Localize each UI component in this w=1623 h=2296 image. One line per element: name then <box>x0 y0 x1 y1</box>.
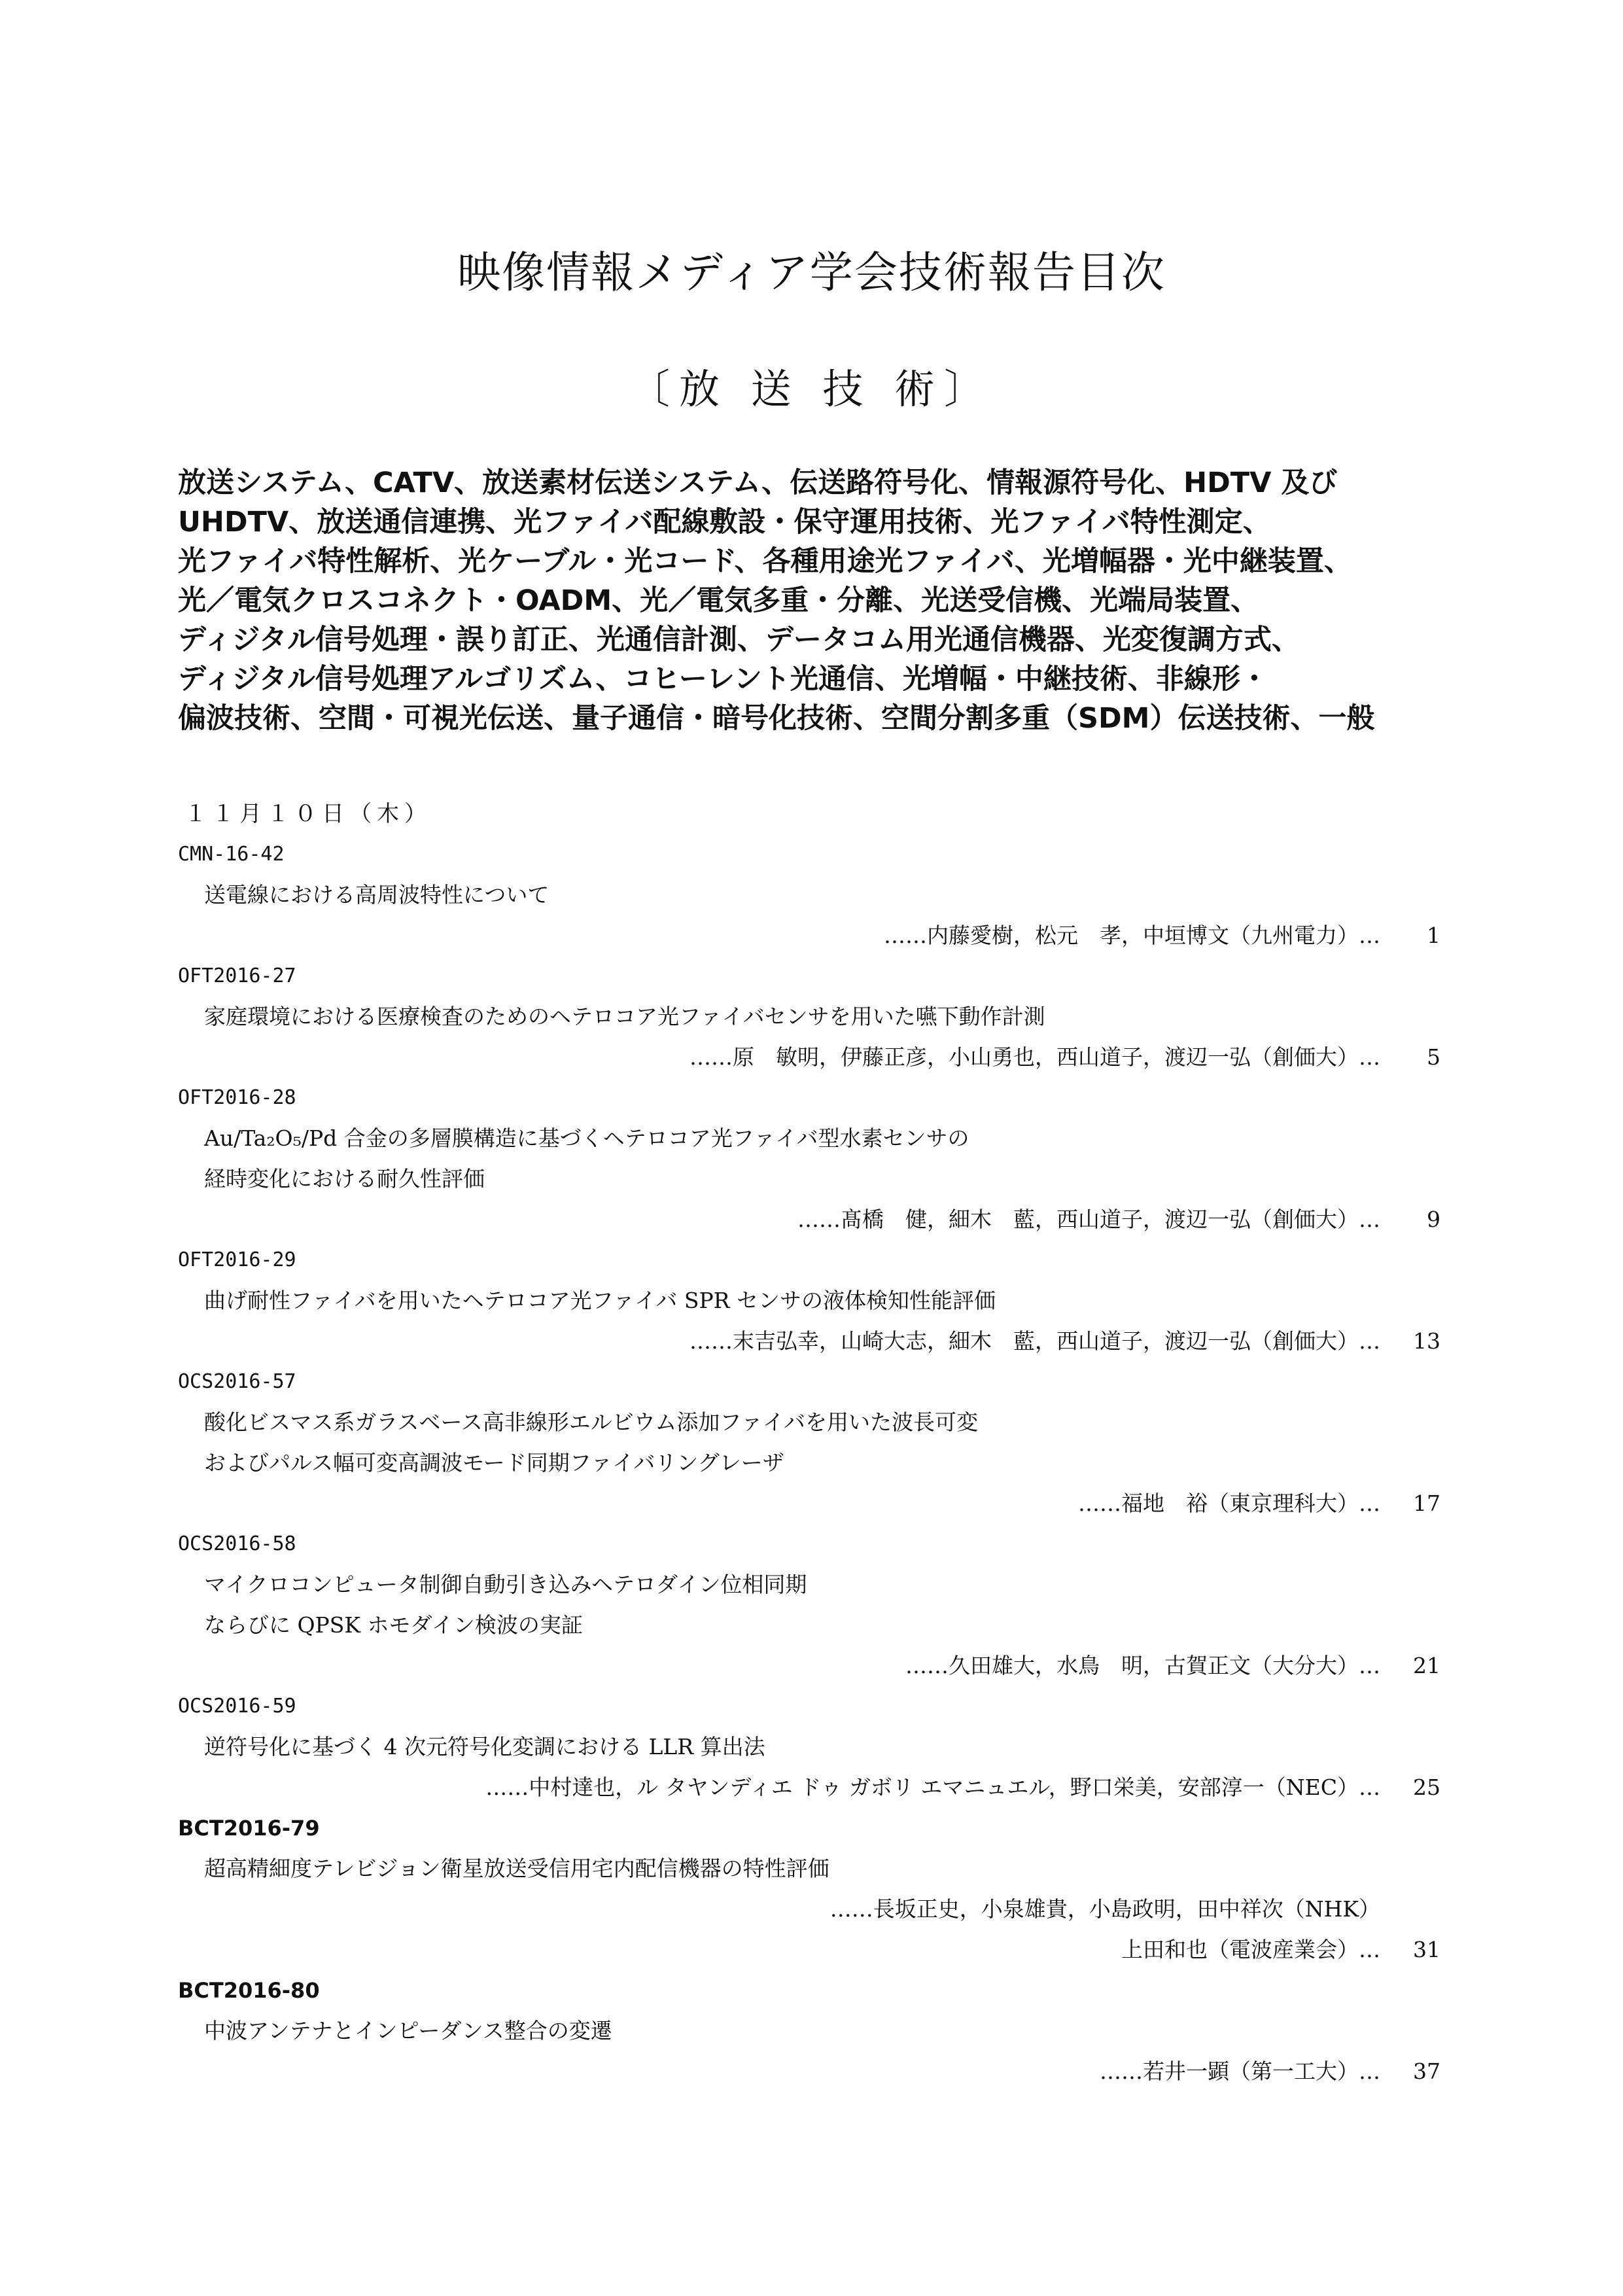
toc-entry <box>178 1524 1440 1686</box>
entry-page-number: 31 <box>1413 1937 1440 1962</box>
entry-title: 超高精細度テレビジョン衛星放送受信用宅内配信機器の特性評価 <box>204 1856 829 1881</box>
entry-authors-row <box>178 1930 1440 1970</box>
entry-code: BCT2016-79 <box>178 1816 320 1841</box>
entry-authors: ……若井一顕（第一工大）… <box>1100 2058 1380 2084</box>
topic-line: 偏波技術、空間・可視光伝送、量子通信・暗号化技術、空間分割多重（SDM）伝送技術、一般 <box>178 702 1375 735</box>
entry-code: OCS2016-58 <box>178 1532 296 1555</box>
entry-page-number: 9 <box>1427 1207 1440 1232</box>
topic-line: 放送システム、CATV、放送素材伝送システム、伝送路符号化、情報源符号化、HDTV 及び <box>178 467 1338 499</box>
page-title: 映像情報メディア学会技術報告目次 <box>457 247 1166 298</box>
entry-title: 中波アンテナとインピーダンス整合の変遷 <box>204 2018 612 2043</box>
entry-authors: ……中村達也，ル タヤンディエ ドゥ ガボリ エマニュエル，野口栄美，安部淳一（NEC）… <box>485 1775 1380 1800</box>
topic-line: 光／電気クロスコネクト・OADM、光／電気多重・分離、光送受信機、光端局装置、 <box>178 584 1259 617</box>
entry-authors-row <box>178 1199 1440 1240</box>
entry-title: 送電線における高周波特性について <box>204 882 550 908</box>
entry-authors: ……久田雄大，水鳥 明，古賀正文（大分大）… <box>905 1653 1380 1678</box>
entry-page-number: 1 <box>1427 923 1440 948</box>
toc-entry <box>178 834 1440 956</box>
entry-authors: ……福地 裕（東京理科大）… <box>1078 1491 1380 1516</box>
toc-entry <box>178 1078 1440 1240</box>
entry-page-number: 13 <box>1413 1328 1440 1354</box>
toc-entry <box>178 1808 1440 1970</box>
entry-code: OFT2016-28 <box>178 1086 296 1109</box>
topic-line: ディジタル信号処理・誤り訂正、光通信計測、データコム用光通信機器、光変復調方式、 <box>178 624 1300 656</box>
entry-title: 酸化ビスマス系ガラスベース高非線形エルビウム添加ファイバを用いた波長可変 <box>204 1409 979 1435</box>
entry-authors-row <box>178 1483 1440 1524</box>
entry-authors: ……長坂正史，小泉雄貴，小島政明，田中祥次（NHK） <box>829 1896 1380 1922</box>
entry-authors-row <box>178 1321 1440 1362</box>
entry-title: 曲げ耐性ファイバを用いたヘテロコア光ファイバ SPR センサの液体検知性能評価 <box>204 1288 996 1313</box>
entry-title: マイクロコンピュータ制御自動引き込みヘテロダイン位相同期 <box>204 1572 807 1597</box>
toc-entry <box>178 956 1440 1078</box>
entry-authors-row <box>178 1646 1440 1686</box>
topic-line: 光ファイバ特性解析、光ケーブル・光コード、各種用途光ファイバ、光増幅器・光中継装置、 <box>178 545 1352 578</box>
entry-authors-row <box>178 1889 1440 1930</box>
entry-code: OFT2016-29 <box>178 1248 296 1271</box>
entry-authors-row <box>178 915 1440 956</box>
entry-title: 家庭環境における医療検査のためのヘテロコア光ファイバセンサを用いた嚥下動作計測 <box>204 1004 1045 1029</box>
entry-authors-row <box>178 2051 1440 2092</box>
entry-title: Au/Ta₂O₅/Pd 合金の多層膜構造に基づくヘテロコア光ファイバ型水素センサの <box>204 1125 969 1151</box>
entry-page-number: 25 <box>1413 1775 1440 1800</box>
entry-code: OCS2016-59 <box>178 1695 296 1718</box>
entry-code: CMN-16-42 <box>178 843 285 866</box>
section-subtitle: 〔放 送 技 術〕 <box>629 365 994 413</box>
entry-title: 逆符号化に基づく 4 次元符号化変調における LLR 算出法 <box>204 1734 765 1759</box>
entry-authors: 上田和也（電波産業会）… <box>1121 1937 1380 1962</box>
entry-authors-row <box>178 1767 1440 1808</box>
entry-authors: ……末吉弘幸，山崎大志，細木 藍，西山道子，渡辺一弘（創価大）… <box>689 1328 1380 1354</box>
entry-title: およびパルス幅可変高調波モード同期ファイバリングレーザ <box>204 1450 784 1475</box>
toc-entry <box>178 1240 1440 1362</box>
topic-line: UHDTV、放送通信連携、光ファイバ配線敷設・保守運用技術、光ファイバ特性測定、 <box>178 506 1271 539</box>
topic-line: ディジタル信号処理アルゴリズム、コヒーレント光通信、光増幅・中継技術、非線形・ <box>178 663 1268 696</box>
entry-code: BCT2016-80 <box>178 1978 320 2003</box>
entry-authors: ……髙橋 健，細木 藍，西山道子，渡辺一弘（創価大）… <box>797 1207 1380 1232</box>
entry-title: ならびに QPSK ホモダイン検波の実証 <box>204 1612 583 1638</box>
entry-page-number: 21 <box>1413 1653 1440 1678</box>
entry-page-number: 37 <box>1413 2058 1440 2084</box>
entry-page-number: 17 <box>1413 1491 1440 1516</box>
entry-title: 経時変化における耐久性評価 <box>204 1166 485 1192</box>
session-date: １１月１０日（木） <box>184 801 432 827</box>
entry-code: OCS2016-57 <box>178 1370 296 1393</box>
entry-page-number: 5 <box>1427 1044 1440 1070</box>
entry-authors: ……原 敏明，伊藤正彦，小山勇也，西山道子，渡辺一弘（創価大）… <box>689 1044 1380 1070</box>
entry-authors: ……内藤愛樹，松元 孝，中垣博文（九州電力）… <box>884 923 1380 948</box>
entry-code: OFT2016-27 <box>178 964 296 987</box>
toc-entry <box>178 1970 1440 2092</box>
entry-authors-row <box>178 1037 1440 1078</box>
topic-list <box>178 463 1512 738</box>
entry-list <box>178 794 1440 2092</box>
toc-entry <box>178 1362 1440 1524</box>
toc-entry <box>178 1686 1440 1808</box>
entries-container <box>178 834 1440 2092</box>
